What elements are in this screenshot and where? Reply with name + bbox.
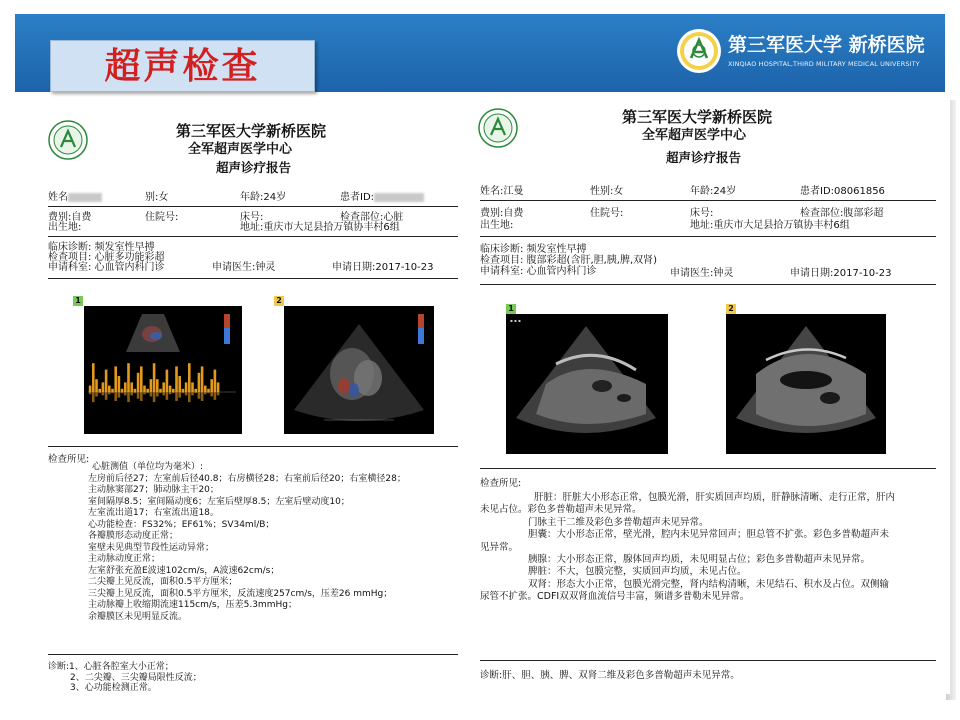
doppler-spectrum-reflection bbox=[130, 392, 133, 395]
doppler-spectrum-reflection bbox=[127, 392, 130, 402]
doppler-spectrum-bar bbox=[217, 382, 220, 392]
finding-line: 未见占位。彩色多普勒超声未见异常。 bbox=[480, 504, 642, 516]
doppler-spectrum-reflection bbox=[95, 392, 98, 396]
divider bbox=[480, 284, 936, 285]
finding-line: 心功能检查：FS32%；EF61%；SV34ml/B； bbox=[88, 519, 275, 530]
doppler-spectrum-reflection bbox=[172, 392, 175, 393]
diagnosis-block bbox=[48, 662, 202, 694]
doppler-spectrum-bar bbox=[159, 389, 162, 392]
liver-ultrasound-image bbox=[506, 314, 668, 454]
doppler-spectrum-bar bbox=[121, 389, 124, 392]
finding-line: 左室舒张充盈E波速102cm/s，A波速62cm/s； bbox=[88, 565, 280, 576]
doppler-spectrum-bar bbox=[156, 379, 159, 392]
doppler-spectrum-reflection bbox=[143, 392, 146, 394]
redacted-id bbox=[374, 193, 424, 202]
image-number-badge: 2 bbox=[726, 304, 736, 314]
clinical-diagnosis: 临床诊断: 频发室性早搏 bbox=[48, 242, 155, 253]
doppler-spectrum-bar bbox=[198, 373, 201, 392]
birthplace: 出生地: bbox=[480, 220, 514, 231]
doppler-spectrum-reflection bbox=[140, 392, 143, 401]
doppler-spectrum-reflection bbox=[121, 392, 124, 393]
doppler-spectrum-bar bbox=[92, 363, 95, 392]
doppler-spectrum-reflection bbox=[124, 392, 127, 395]
doppler-spectrum-bar bbox=[105, 370, 108, 392]
finding-line: 胰腺：大小形态正常，腺体回声均质，未见明显占位；彩色多普勒超声未见异常。 bbox=[528, 554, 871, 566]
finding-line: 室壁未见典型节段性运动异常； bbox=[88, 542, 215, 553]
doppler-spectrum-reflection bbox=[198, 392, 201, 399]
doppler-spectrum-bar bbox=[207, 389, 210, 392]
doppler-spectrum-reflection bbox=[150, 392, 153, 396]
diagnosis-line: 3、心功能检测正常。 bbox=[70, 683, 157, 693]
findings-title: 检查所见: bbox=[480, 478, 522, 489]
diagnosis-line: 诊断:1、心脏各腔室大小正常； bbox=[48, 662, 174, 672]
color-scale-bar bbox=[224, 328, 230, 344]
doppler-spectrum-bar bbox=[201, 366, 204, 392]
diagnosis-line: 2、二尖瓣、三尖瓣局限性反流； bbox=[70, 672, 202, 683]
doppler-spectrum-bar bbox=[194, 389, 197, 392]
doppler-spectrum-bar bbox=[214, 370, 217, 392]
patient-id: 患者ID:08061856 bbox=[800, 186, 885, 197]
doppler-spectrum-bar bbox=[124, 382, 127, 392]
exam-site: 检查部位:心脏 bbox=[340, 212, 404, 223]
admission-no: 住院号: bbox=[590, 208, 624, 219]
echo-image bbox=[284, 306, 434, 434]
department: 申请科室: 心血管内科门诊 bbox=[48, 262, 165, 273]
finding-line: 二尖瓣上见反流，面积0.5平方厘米； bbox=[88, 577, 238, 587]
finding-line: 主动脉窦部27；肺动脉主干20； bbox=[88, 485, 219, 495]
diagnosis: 诊断:肝、胆、胰、脾、双肾二维及彩色多普勒超声未见异常。 bbox=[480, 670, 740, 681]
doppler-spectrum-reflection bbox=[134, 392, 137, 393]
doppler-spectrum-bar bbox=[210, 379, 213, 392]
fee-type: 费别:自费 bbox=[480, 208, 524, 219]
doppler-spectrum-reflection bbox=[185, 392, 188, 395]
doppler-spectrum-reflection bbox=[217, 392, 220, 395]
report-logo-icon bbox=[478, 108, 518, 148]
doppler-spectrum-bar bbox=[114, 366, 117, 392]
finding-line: 室间隔厚8.5；室间隔动度6；左室后壁厚8.5；左室后壁动度10； bbox=[88, 496, 350, 507]
doppler-spectrum-reflection bbox=[182, 392, 185, 393]
doppler-spectrum-bar bbox=[102, 382, 105, 392]
image-number-badge: 2 bbox=[274, 296, 284, 306]
address: 地址:重庆市大足县拾万镇协丰村6组 bbox=[690, 220, 850, 231]
doppler-chart bbox=[84, 306, 242, 434]
doppler-spectrum-reflection bbox=[204, 392, 207, 394]
finding-line: 左房前后径27；左室前后径40.8；右房横径28；右室前后径20；右室横径28； bbox=[88, 473, 406, 484]
gender: 性别:女 bbox=[590, 186, 624, 197]
doppler-spectrum-bar bbox=[169, 386, 172, 392]
doppler-spectrum-reflection bbox=[98, 392, 101, 393]
report-center: 全军超声医学中心 bbox=[188, 142, 293, 157]
doppler-spectrum-reflection bbox=[188, 392, 191, 402]
hospital-name: 第三军医大学 新桥医院 bbox=[728, 34, 925, 56]
divider bbox=[48, 654, 458, 655]
doppler-spectrum-bar bbox=[166, 370, 169, 392]
right-report bbox=[474, 94, 950, 694]
doppler-spectrum-reflection bbox=[153, 392, 156, 402]
fee-type: 费别:自费 bbox=[48, 212, 92, 223]
doppler-spectrum-reflection bbox=[201, 392, 204, 401]
doppler-spectrum-bar bbox=[98, 389, 101, 392]
divider bbox=[480, 660, 936, 661]
report-title: 超声诊疗报告 bbox=[216, 160, 292, 175]
doppler-spectrum-bar bbox=[137, 373, 140, 392]
divider bbox=[480, 468, 936, 469]
doppler-spectrum-bar bbox=[162, 382, 165, 392]
doppler-image bbox=[84, 306, 242, 434]
department: 申请科室: 心血管内科门诊 bbox=[480, 266, 597, 277]
doppler-spectrum-reflection bbox=[102, 392, 105, 395]
exam-site: 检查部位:腹部彩超 bbox=[800, 208, 884, 219]
doppler-spectrum-reflection bbox=[114, 392, 117, 401]
finding-line: 尿管不扩张。CDFI双双肾血流信号丰富，频谱多普勒未见异常。 bbox=[480, 591, 750, 603]
divider bbox=[480, 200, 936, 201]
bed-no: 床号: bbox=[690, 208, 714, 219]
doppler-spectrum-bar bbox=[185, 382, 188, 392]
doppler-spectrum-reflection bbox=[108, 392, 111, 394]
doppler-spectrum-bar bbox=[111, 389, 114, 392]
doppler-spectrum-reflection bbox=[111, 392, 114, 393]
divider bbox=[48, 446, 458, 447]
hospital-name-en: XINQIAO HOSPITAL,THIRD MILITARY MEDICAL UNIVERSITY bbox=[728, 60, 920, 68]
doppler-spectrum-reflection bbox=[169, 392, 172, 394]
image-number-badge: 1 bbox=[73, 296, 83, 306]
doppler-spectrum-reflection bbox=[162, 392, 165, 395]
doppler-spectrum-bar bbox=[191, 382, 194, 392]
doppler-spectrum-bar bbox=[89, 386, 92, 392]
birthplace: 出生地: bbox=[48, 222, 82, 233]
gender: 别:女 bbox=[145, 192, 169, 203]
gallbladder-ultrasound-image bbox=[726, 314, 886, 454]
finding-line: 主动脉动度正常； bbox=[88, 554, 161, 564]
doppler-spectrum-bar bbox=[143, 386, 146, 392]
doctor: 申请医生:钟灵 bbox=[670, 268, 734, 279]
hospital-logo-icon bbox=[676, 28, 722, 74]
doppler-spectrum-bar bbox=[182, 389, 185, 392]
doppler-spectrum-reflection bbox=[210, 392, 213, 396]
finding-line: 各瓣膜形态动度正常； bbox=[88, 531, 179, 541]
doppler-spectrum-reflection bbox=[214, 392, 217, 400]
doppler-spectrum-reflection bbox=[166, 392, 169, 400]
doppler-spectrum-bar bbox=[172, 389, 175, 392]
bed-no: 床号: bbox=[240, 212, 264, 223]
doppler-spectrum-reflection bbox=[178, 392, 181, 398]
report-hospital: 第三军医大学新桥医院 bbox=[176, 122, 327, 140]
doctor: 申请医生:钟灵 bbox=[212, 262, 276, 273]
age: 年龄:24岁 bbox=[690, 186, 737, 197]
doppler-spectrum-bar bbox=[178, 376, 181, 392]
exam-item: 检查项目: 心脏多功能彩超 bbox=[48, 252, 165, 263]
report-title: 超声诊疗报告 bbox=[666, 150, 742, 165]
finding-line: 心脏测值（单位均为毫米）: bbox=[92, 462, 204, 472]
doppler-spectrum-bar bbox=[118, 376, 121, 392]
doppler-spectrum-bar bbox=[153, 363, 156, 392]
report-center: 全军超声医学中心 bbox=[642, 128, 747, 143]
age: 年龄:24岁 bbox=[240, 192, 287, 203]
name-label: 姓名 bbox=[48, 192, 102, 204]
doppler-spectrum-bar bbox=[95, 379, 98, 392]
doppler-spectrum-reflection bbox=[89, 392, 92, 394]
doppler-spectrum-bar bbox=[175, 366, 178, 392]
doppler-spectrum-bar bbox=[134, 389, 137, 392]
report-hospital: 第三军医大学新桥医院 bbox=[622, 108, 773, 126]
finding-line: 胆囊：大小形态正常，壁光滑，腔内未见异常回声；胆总管不扩张。彩色多普勒超声未 bbox=[528, 529, 890, 541]
divider bbox=[48, 206, 458, 207]
doppler-spectrum-reflection bbox=[191, 392, 194, 395]
request-date: 申请日期:2017-10-23 bbox=[790, 268, 892, 279]
clinical-diagnosis: 临床诊断: 频发室性早搏 bbox=[480, 244, 587, 255]
doppler-spectrum-reflection bbox=[92, 392, 95, 402]
findings-title: 检查所见: bbox=[48, 454, 90, 465]
finding-line: 余瓣膜区未见明显反流。 bbox=[88, 611, 188, 622]
doppler-spectrum-bar bbox=[150, 379, 153, 392]
doppler-spectrum-reflection bbox=[105, 392, 108, 400]
finding-line: 肝脏：肝脏大小形态正常，包膜光滑，肝实质回声均质，肝静脉清晰、走行正常，肝内 bbox=[534, 492, 896, 503]
finding-line: 门脉主干二维及彩色多普勒超声未见异常。 bbox=[528, 516, 709, 528]
doppler-spectrum-bar bbox=[204, 386, 207, 392]
finding-line: 左室流出道17；右室流出道18。 bbox=[88, 508, 219, 518]
name: 姓名:江曼 bbox=[480, 186, 524, 197]
finding-line: 三尖瓣上见反流，面积0.5平方厘米，反流速度257cm/s，压差26 mmHg； bbox=[88, 588, 393, 599]
finding-line: 主动脉瓣上收缩期流速115cm/s，压差5.3mmHg； bbox=[88, 600, 297, 610]
image-number-badge: 1 bbox=[506, 304, 516, 314]
findings-list bbox=[480, 492, 895, 604]
svg-text:▪ ▪ ▪: ▪ ▪ ▪ bbox=[510, 318, 521, 323]
doppler-spectrum-bar bbox=[127, 363, 130, 392]
report-logo-icon bbox=[48, 120, 88, 160]
findings-list bbox=[88, 462, 406, 623]
left-report bbox=[40, 106, 468, 706]
admission-no: 住院号: bbox=[145, 212, 179, 223]
finding-line: 脾脏：不大，包膜完整，实质回声均质，未见占位。 bbox=[528, 566, 747, 578]
address: 地址:重庆市大足县拾万镇协丰村6组 bbox=[240, 222, 400, 233]
doppler-spectrum-reflection bbox=[118, 392, 121, 398]
divider bbox=[48, 236, 458, 237]
finding-line: 见异常。 bbox=[480, 541, 519, 553]
doppler-spectrum-bar bbox=[188, 363, 191, 392]
doppler-spectrum-reflection bbox=[194, 392, 197, 393]
doppler-spectrum-reflection bbox=[207, 392, 210, 393]
exam-item: 检查项目: 腹部彩超(含肝,胆,胰,脾,双肾) bbox=[480, 255, 658, 266]
divider bbox=[48, 278, 458, 279]
doppler-spectrum-bar bbox=[108, 386, 111, 392]
doppler-spectrum-reflection bbox=[175, 392, 178, 401]
doppler-spectrum-bar bbox=[146, 389, 149, 392]
divider bbox=[480, 236, 936, 237]
redacted-name bbox=[68, 193, 102, 202]
doppler-spectrum-bar bbox=[130, 382, 133, 392]
finding-line: 双肾：形态大小正常，包膜光滑完整，肾内结构清晰，未见结石、积水及占位。双侧输 bbox=[528, 578, 890, 590]
doppler-spectrum-reflection bbox=[156, 392, 159, 396]
doppler-spectrum-reflection bbox=[146, 392, 149, 393]
doppler-spectrum-bar bbox=[140, 366, 143, 392]
doppler-spectrum-reflection bbox=[159, 392, 162, 393]
request-date: 申请日期:2017-10-23 bbox=[332, 262, 434, 273]
doppler-spectrum-reflection bbox=[137, 392, 140, 399]
page-title: 超声检查 bbox=[104, 45, 261, 87]
patient-id: 患者ID: bbox=[340, 192, 424, 204]
